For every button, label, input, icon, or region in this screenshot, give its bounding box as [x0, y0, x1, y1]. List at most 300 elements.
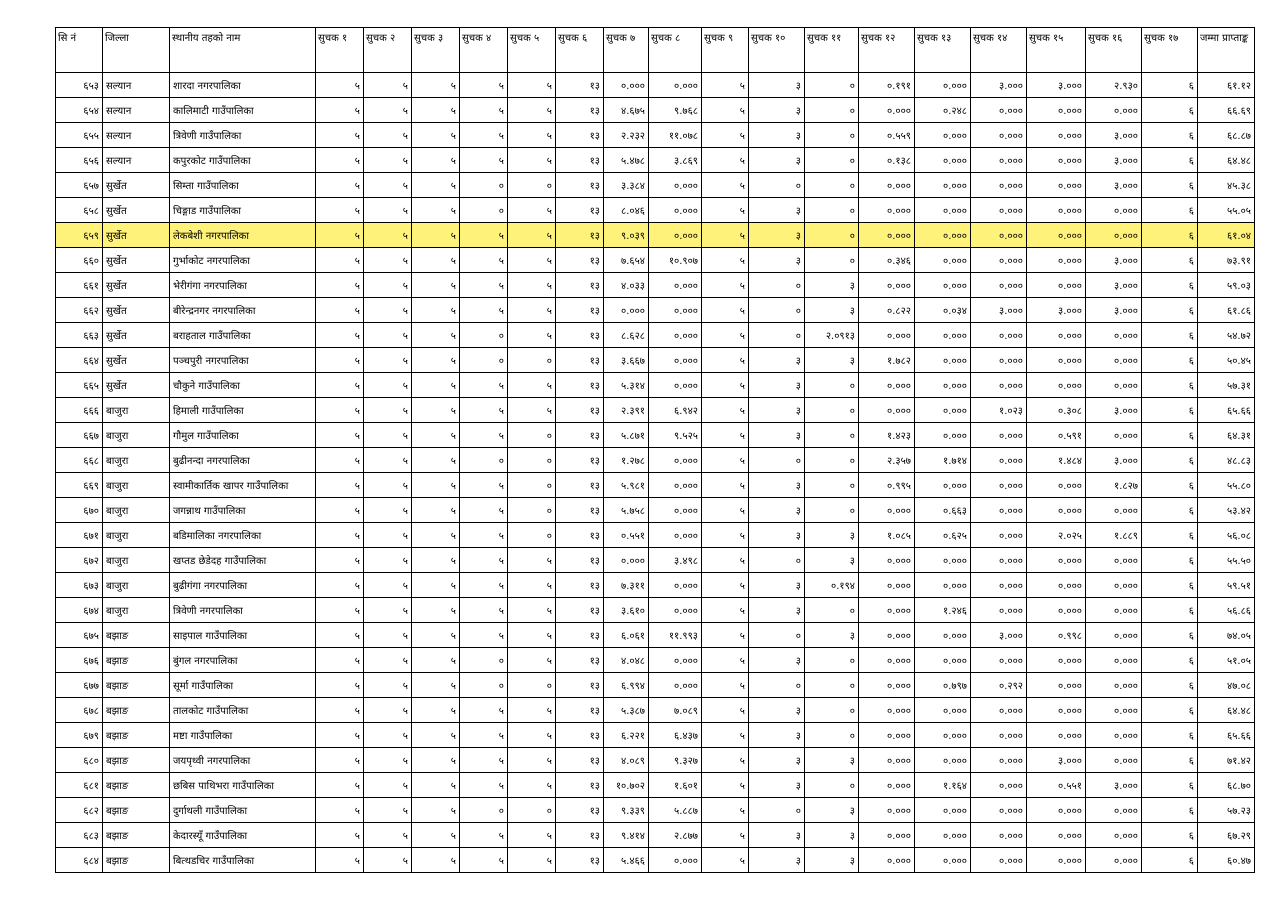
table-cell: ५ — [412, 323, 460, 348]
table-cell: ५ — [364, 723, 412, 748]
table-cell: १३ — [556, 773, 604, 798]
table-cell: १०.७०२ — [604, 773, 649, 798]
table-cell: लेकबेशी नगरपालिका — [170, 223, 316, 248]
table-cell: ५ — [702, 448, 749, 473]
table-cell: ६ — [1142, 398, 1198, 423]
table-cell: ५ — [460, 398, 508, 423]
table-cell: १३ — [556, 223, 604, 248]
table-cell: ६६१ — [56, 273, 103, 298]
table-cell: ६१.८६ — [1198, 298, 1255, 323]
table-cell: ५.४६६ — [604, 848, 649, 873]
table-cell: ५ — [460, 273, 508, 298]
table-cell: ५ — [316, 198, 364, 223]
table-cell: ५ — [364, 173, 412, 198]
table-cell: ५ — [702, 423, 749, 448]
header-indicator-1: सुचक १ — [316, 28, 364, 73]
table-cell: बीरेन्द्रनगर नगरपालिका — [170, 298, 316, 323]
table-cell: ५ — [316, 823, 364, 848]
table-cell: ० — [749, 298, 805, 323]
table-cell: ३.३८४ — [604, 173, 649, 198]
table-cell: ३.००० — [1086, 773, 1142, 798]
table-row — [56, 648, 1255, 673]
table-cell: ६८३ — [56, 823, 103, 848]
table-row — [56, 348, 1255, 373]
table-cell: ९.३२७ — [649, 748, 702, 773]
table-cell: ३.००० — [1086, 273, 1142, 298]
table-cell: ०.००० — [649, 173, 702, 198]
table-cell: ५ — [412, 673, 460, 698]
table-cell: ६ — [1142, 498, 1198, 523]
table-cell: ०.००० — [649, 523, 702, 548]
table-cell: ०.००० — [1086, 848, 1142, 873]
table-cell: ३ — [805, 298, 859, 323]
table-row — [56, 298, 1255, 323]
table-cell: ० — [749, 623, 805, 648]
table-cell: ० — [805, 148, 859, 173]
table-cell: ६ — [1142, 148, 1198, 173]
table-cell: ५ — [508, 773, 556, 798]
table-cell: सुर्खेत — [103, 348, 170, 373]
table-cell: केदारस्यूँ गाउँपालिका — [170, 823, 316, 848]
table-cell: ३.००० — [971, 298, 1027, 323]
table-cell: ३ — [805, 548, 859, 573]
table-cell: ६.९४२ — [649, 398, 702, 423]
table-cell: ०.००० — [859, 173, 915, 198]
table-cell: ०.००० — [1027, 823, 1086, 848]
table-cell: बाजुरा — [103, 573, 170, 598]
table-cell: ५ — [364, 748, 412, 773]
table-cell: ५ — [316, 548, 364, 573]
table-cell: ०.००० — [649, 473, 702, 498]
table-cell: ५ — [364, 473, 412, 498]
table-cell: ५ — [364, 273, 412, 298]
header-indicator-13: सुचक १३ — [915, 28, 971, 73]
table-cell: ७३.९१ — [1198, 248, 1255, 273]
table-cell: ५ — [364, 423, 412, 448]
table-cell: सल्यान — [103, 73, 170, 98]
table-cell: ०.००० — [971, 223, 1027, 248]
table-cell: ५ — [316, 473, 364, 498]
table-cell: ५ — [364, 448, 412, 473]
table-cell: ० — [460, 673, 508, 698]
table-cell: ५ — [702, 298, 749, 323]
table-row — [56, 773, 1255, 798]
table-cell: ० — [805, 773, 859, 798]
table-cell: ५ — [508, 148, 556, 173]
table-cell: ०.००० — [859, 98, 915, 123]
table-cell: ० — [749, 173, 805, 198]
table-row — [56, 448, 1255, 473]
table-cell: ०.००० — [1027, 573, 1086, 598]
table-cell: ०.००० — [915, 548, 971, 573]
table-row — [56, 373, 1255, 398]
table-cell: ० — [508, 798, 556, 823]
table-cell: ५ — [702, 273, 749, 298]
table-cell: ०.००० — [971, 548, 1027, 573]
table-cell: ६ — [1142, 373, 1198, 398]
table-cell: बझाङ — [103, 723, 170, 748]
table-cell: ० — [460, 448, 508, 473]
table-cell: ० — [508, 498, 556, 523]
table-cell: ०.१९१ — [859, 73, 915, 98]
table-cell: ३.००० — [1086, 248, 1142, 273]
header-indicator-10: सुचक १० — [749, 28, 805, 73]
table-cell: ०.००० — [915, 348, 971, 373]
table-cell: सुर्खेत — [103, 248, 170, 273]
table-cell: ३ — [749, 373, 805, 398]
table-cell: बझाङ — [103, 748, 170, 773]
table-cell: ०.००० — [859, 498, 915, 523]
table-cell: १३ — [556, 573, 604, 598]
table-cell: ६७८ — [56, 698, 103, 723]
table-cell: सल्यान — [103, 148, 170, 173]
table-cell: ०.००० — [1027, 548, 1086, 573]
table-cell: ६६९ — [56, 473, 103, 498]
table-cell: सुर्खेत — [103, 173, 170, 198]
table-cell: १.७१४ — [915, 448, 971, 473]
table-cell: ८.६२८ — [604, 323, 649, 348]
table-cell: ५ — [364, 498, 412, 523]
table-cell: ६५.६६ — [1198, 723, 1255, 748]
table-cell: ०.००० — [971, 373, 1027, 398]
header-indicator-3: सुचक ३ — [412, 28, 460, 73]
table-cell: खप्तड छेडेदह गाउँपालिका — [170, 548, 316, 573]
table-cell: ० — [805, 423, 859, 448]
table-cell: ५ — [316, 348, 364, 373]
table-cell: ० — [805, 173, 859, 198]
table-cell: ५ — [412, 773, 460, 798]
table-cell: ३.००० — [1027, 73, 1086, 98]
table-cell: बझाङ — [103, 623, 170, 648]
header-indicator-17: सुचक १७ — [1142, 28, 1198, 73]
table-cell: १३ — [556, 273, 604, 298]
table-cell: ३ — [749, 598, 805, 623]
table-cell: ०.००० — [1027, 273, 1086, 298]
table-cell: ५ — [702, 473, 749, 498]
table-cell: ३ — [749, 98, 805, 123]
table-cell: ६४.४८ — [1198, 148, 1255, 173]
table-cell: ६८४ — [56, 848, 103, 873]
table-cell: १३ — [556, 348, 604, 373]
table-cell: १३ — [556, 498, 604, 523]
table-cell: चिङ्गाड गाउँपालिका — [170, 198, 316, 223]
table-cell: ५ — [364, 398, 412, 423]
table-cell: १३ — [556, 198, 604, 223]
table-cell: ३ — [749, 73, 805, 98]
table-cell: ०.००० — [1086, 198, 1142, 223]
header-indicator-9: सुचक ९ — [702, 28, 749, 73]
table-cell: ५ — [460, 73, 508, 98]
table-cell: १३ — [556, 98, 604, 123]
table-cell: ६ — [1142, 798, 1198, 823]
table-cell: ६७६ — [56, 648, 103, 673]
table-cell: बुंगल नगरपालिका — [170, 648, 316, 673]
table-cell: ०.००० — [1027, 98, 1086, 123]
table-cell: ०.००० — [1086, 648, 1142, 673]
table-cell: बराहताल गाउँपालिका — [170, 323, 316, 348]
table-cell: ६ — [1142, 648, 1198, 673]
table-cell: १३ — [556, 523, 604, 548]
table-cell: ५ — [364, 648, 412, 673]
table-cell: ०.००० — [604, 298, 649, 323]
table-cell: ६६० — [56, 248, 103, 273]
table-cell: सल्यान — [103, 123, 170, 148]
table-cell: ६ — [1142, 223, 1198, 248]
table-cell: ०.००० — [1086, 698, 1142, 723]
table-cell: ५ — [702, 148, 749, 173]
table-cell: ०.००० — [1027, 498, 1086, 523]
table-cell: ५ — [316, 298, 364, 323]
table-cell: ३ — [749, 148, 805, 173]
table-cell: ५ — [364, 823, 412, 848]
table-cell: १.४८४ — [1027, 448, 1086, 473]
table-cell: ६१.१२ — [1198, 73, 1255, 98]
table-cell: ०.००० — [1086, 723, 1142, 748]
table-cell: ० — [749, 548, 805, 573]
table-cell: ५ — [508, 198, 556, 223]
table-cell: ०.००० — [971, 498, 1027, 523]
table-cell: बडिमालिका नगरपालिका — [170, 523, 316, 548]
table-cell: ६ — [1142, 673, 1198, 698]
table-cell: हिमाली गाउँपालिका — [170, 398, 316, 423]
table-cell: ६ — [1142, 698, 1198, 723]
table-cell: २.२३२ — [604, 123, 649, 148]
table-cell: ०.००० — [649, 298, 702, 323]
table-cell: ०.९९८ — [1027, 623, 1086, 648]
table-cell: ० — [749, 323, 805, 348]
table-cell: ५ — [508, 298, 556, 323]
table-cell: ६७१ — [56, 523, 103, 548]
table-cell: ० — [805, 373, 859, 398]
table-cell: ५ — [316, 398, 364, 423]
table-cell: ५ — [460, 123, 508, 148]
table-cell: ३ — [749, 123, 805, 148]
table-cell: ३ — [749, 223, 805, 248]
table-cell: ०.००० — [971, 573, 1027, 598]
table-cell: ६८२ — [56, 798, 103, 823]
table-cell: ५ — [508, 248, 556, 273]
table-cell: सुर्खेत — [103, 223, 170, 248]
table-cell: ५ — [460, 623, 508, 648]
header-local-level-name: स्थानीय तहको नाम — [170, 28, 316, 73]
table-cell: २.३५७ — [859, 448, 915, 473]
table-cell: ५ — [412, 423, 460, 448]
table-cell: ६१.०४ — [1198, 223, 1255, 248]
table-cell: ० — [749, 673, 805, 698]
table-cell: ५ — [508, 648, 556, 673]
table-cell: ०.००० — [859, 598, 915, 623]
table-cell: ०.००० — [915, 798, 971, 823]
table-cell: ० — [749, 798, 805, 823]
table-cell: ५ — [460, 98, 508, 123]
table-row — [56, 598, 1255, 623]
table-cell: ०.००० — [971, 323, 1027, 348]
table-cell: बाजुरा — [103, 398, 170, 423]
table-cell: ०.००० — [971, 173, 1027, 198]
table-cell: ५ — [412, 623, 460, 648]
table-cell: ७.०८९ — [649, 698, 702, 723]
table-cell: ५ — [460, 373, 508, 398]
table-cell: ० — [805, 98, 859, 123]
table-cell: बझाङ — [103, 823, 170, 848]
table-cell: ०.००० — [859, 723, 915, 748]
table-row — [56, 123, 1255, 148]
table-cell: कालिमाटी गाउँपालिका — [170, 98, 316, 123]
table-cell: ५ — [316, 448, 364, 473]
table-cell: ०.००० — [971, 848, 1027, 873]
table-cell: ६८.७० — [1198, 773, 1255, 798]
table-cell: ५ — [460, 523, 508, 548]
table-cell: ३ — [749, 773, 805, 798]
table-cell: ० — [805, 673, 859, 698]
table-cell: ० — [508, 448, 556, 473]
table-cell: ०.००० — [915, 573, 971, 598]
table-cell: ०.००० — [915, 248, 971, 273]
header-indicator-7: सुचक ७ — [604, 28, 649, 73]
table-cell: ०.००० — [859, 323, 915, 348]
table-cell: ० — [805, 248, 859, 273]
table-cell: ५ — [364, 548, 412, 573]
table-cell: ०.५५१ — [1027, 773, 1086, 798]
table-cell: ५ — [316, 598, 364, 623]
table-cell: बझाङ — [103, 673, 170, 698]
table-cell: ० — [508, 173, 556, 198]
table-cell: ० — [460, 323, 508, 348]
table-cell: १३ — [556, 698, 604, 723]
table-cell: ०.००० — [649, 673, 702, 698]
table-cell: ५ — [364, 573, 412, 598]
table-cell: बाजुरा — [103, 448, 170, 473]
table-cell: जयपृथ्वी नगरपालिका — [170, 748, 316, 773]
table-cell: ५ — [364, 73, 412, 98]
table-cell: ० — [508, 348, 556, 373]
table-cell: ५ — [412, 98, 460, 123]
table-cell: ६ — [1142, 423, 1198, 448]
table-cell: ६५७ — [56, 173, 103, 198]
table-cell: स्वामीकार्तिक खापर गाउँपालिका — [170, 473, 316, 498]
table-cell: ३ — [749, 523, 805, 548]
table-cell: ६४.४८ — [1198, 698, 1255, 723]
table-cell: ०.००० — [1027, 848, 1086, 873]
table-cell: ५ — [316, 723, 364, 748]
header-total: जम्मा प्राप्ताङ्क — [1198, 28, 1255, 73]
table-cell: ५ — [508, 598, 556, 623]
table-cell: ५ — [702, 498, 749, 523]
table-cell: ५४.७२ — [1198, 323, 1255, 348]
table-cell: ०.००० — [859, 548, 915, 573]
table-cell: ० — [805, 123, 859, 148]
table-cell: ६ — [1142, 98, 1198, 123]
header-row — [56, 28, 1255, 73]
table-cell: ५ — [508, 848, 556, 873]
table-cell: ५ — [508, 273, 556, 298]
table-cell: ०.००० — [915, 423, 971, 448]
table-cell: बाजुरा — [103, 598, 170, 623]
table-cell: ४.०४८ — [604, 648, 649, 673]
table-cell: ६६२ — [56, 298, 103, 323]
table-cell: ५ — [316, 223, 364, 248]
table-cell: १.६०१ — [649, 773, 702, 798]
table-cell: ५ — [316, 73, 364, 98]
table-cell: ५ — [364, 223, 412, 248]
table-cell: ०.००० — [859, 698, 915, 723]
table-cell: ०.००० — [649, 73, 702, 98]
table-cell: ०.००० — [1027, 373, 1086, 398]
table-cell: ६ — [1142, 298, 1198, 323]
table-cell: ६.२२१ — [604, 723, 649, 748]
table-cell: ६७५ — [56, 623, 103, 648]
table-cell: ६ — [1142, 348, 1198, 373]
table-cell: ५ — [702, 748, 749, 773]
table-cell: ६५४ — [56, 98, 103, 123]
table-cell: ५ — [508, 723, 556, 748]
table-row — [56, 198, 1255, 223]
table-cell: ०.००० — [859, 823, 915, 848]
table-cell: ०.२४८ — [915, 98, 971, 123]
table-cell: ६ — [1142, 598, 1198, 623]
table-cell: ३.००० — [1086, 298, 1142, 323]
table-cell: ३ — [805, 798, 859, 823]
table-cell: ५ — [412, 548, 460, 573]
table-cell: ०.००० — [859, 798, 915, 823]
table-cell: ५ — [508, 73, 556, 98]
table-cell: ६८.८७ — [1198, 123, 1255, 148]
table-cell: मष्टा गाउँपालिका — [170, 723, 316, 748]
table-cell: ३ — [749, 248, 805, 273]
table-cell: ०.००० — [1086, 598, 1142, 623]
table-cell: ५ — [316, 323, 364, 348]
table-cell: ९.७६८ — [649, 98, 702, 123]
table-cell: १३ — [556, 823, 604, 848]
table-cell: ६६८ — [56, 448, 103, 473]
table-cell: ५ — [508, 223, 556, 248]
table-cell: सुर्खेत — [103, 373, 170, 398]
table-cell: ४.६७५ — [604, 98, 649, 123]
table-cell: ०.००० — [1086, 98, 1142, 123]
table-cell: ० — [460, 798, 508, 823]
table-cell: ५ — [702, 573, 749, 598]
table-cell: ०.००० — [1086, 498, 1142, 523]
table-cell: ० — [805, 473, 859, 498]
table-cell: सिम्ता गाउँपालिका — [170, 173, 316, 198]
table-cell: ०.००० — [1027, 248, 1086, 273]
table-cell: ०.३०८ — [1027, 398, 1086, 423]
table-cell: ५ — [412, 123, 460, 148]
table-cell: ५ — [412, 598, 460, 623]
table-cell: ५ — [508, 123, 556, 148]
table-row — [56, 148, 1255, 173]
table-cell: ०.००० — [649, 198, 702, 223]
table-cell: ०.००० — [915, 123, 971, 148]
table-cell: ५ — [702, 223, 749, 248]
table-cell: १.०८५ — [859, 523, 915, 548]
table-cell: २.०२५ — [1027, 523, 1086, 548]
table-cell: ३ — [749, 848, 805, 873]
table-cell: १३ — [556, 373, 604, 398]
table-row — [56, 723, 1255, 748]
table-cell: ३.६६७ — [604, 348, 649, 373]
table-cell: ४८.८३ — [1198, 448, 1255, 473]
table-cell: ० — [749, 273, 805, 298]
table-cell: ५ — [508, 373, 556, 398]
table-cell: ०.००० — [859, 398, 915, 423]
table-cell: १३ — [556, 848, 604, 873]
table-cell: ३ — [749, 498, 805, 523]
table-cell: ५ — [316, 773, 364, 798]
table-cell: जगन्नाथ गाउँपालिका — [170, 498, 316, 523]
table-cell: ०.००० — [859, 848, 915, 873]
table-cell: ६६७ — [56, 423, 103, 448]
